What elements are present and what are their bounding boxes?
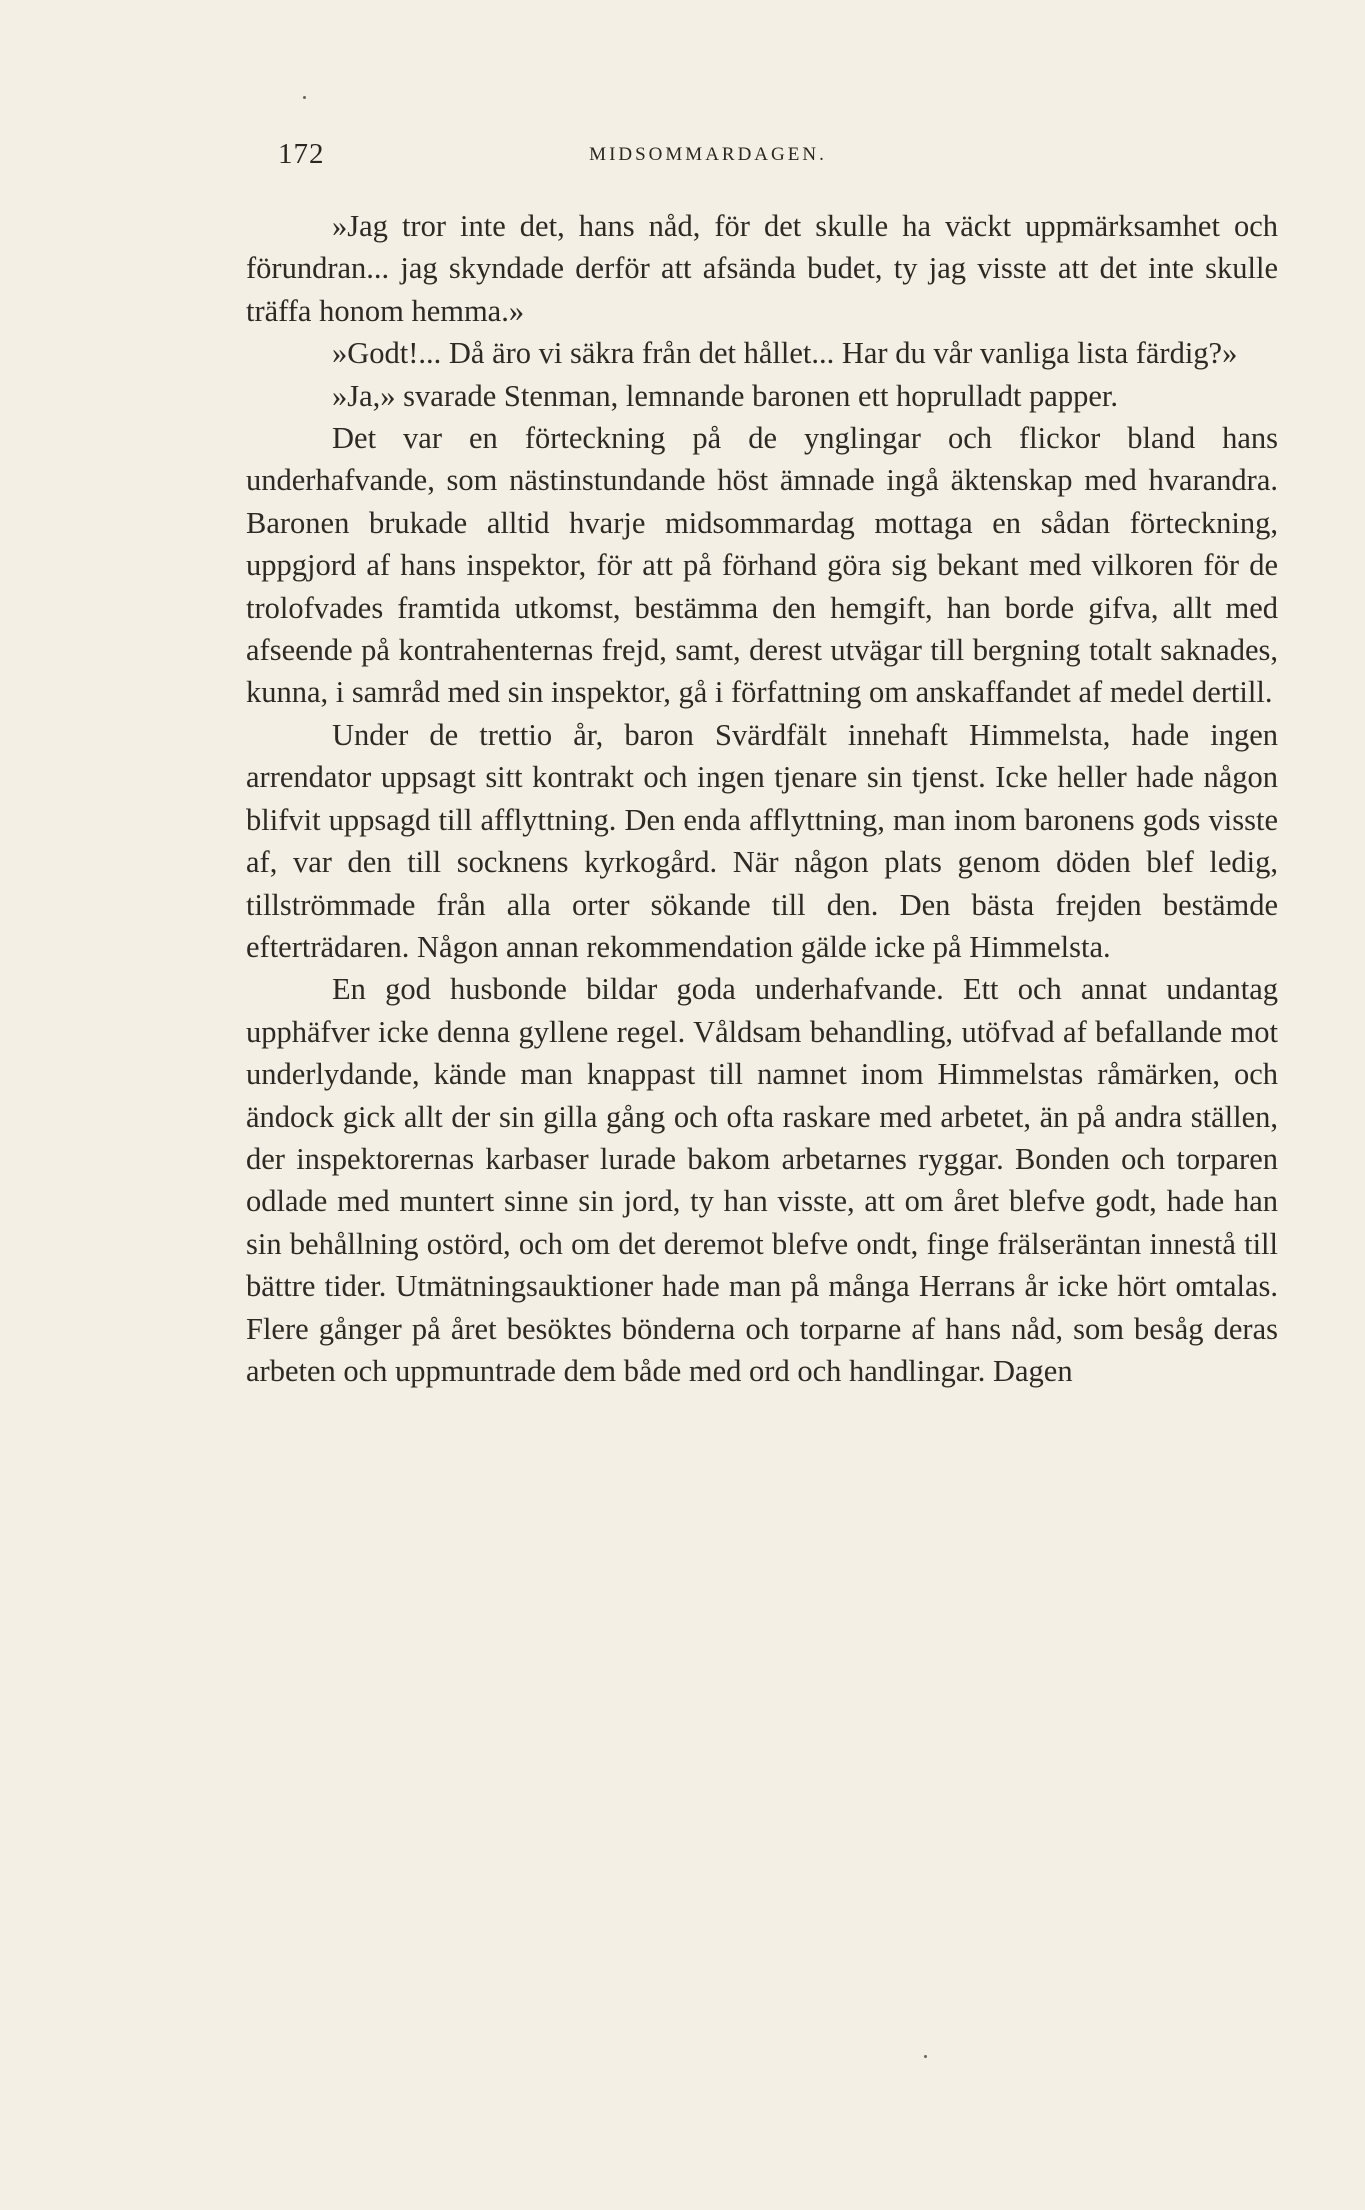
- page-header: [278, 138, 1168, 188]
- paper-speck: [924, 2055, 927, 2058]
- paragraph-4: Det var en förteckning på de ynglingar och flickor bland hans underhafvande, som nästinstundande höst ämnade ingå äktenskap med hvarandra. Baronen brukade alltid hvarje midsommardag mottaga en sådan förteckning, uppgjord af hans inspektor, för att på förhand göra sig bekant med vilkoren för de trolofvades framtida utkomst, bestämma den hemgift, han borde gifva, allt med afseende på kontrahenternas frejd, samt, derest utvägar till bergning totalt saknades, kunna, i samråd med sin inspektor, gå i författning om anskaffandet af medel dertill.: [246, 421, 1278, 710]
- paragraph-3: »Ja,» svarade Stenman, lemnande baronen ett hoprulladt papper.: [332, 378, 1118, 413]
- paper-speck: [303, 96, 306, 99]
- body-text: [246, 205, 1278, 1392]
- paragraph-5: Under de trettio år, baron Svärdfält innehaft Himmelsta, hade ingen arrendator uppsagt sitt kontrakt och ingen tjenare sin tjenst. Icke heller hade någon blifvit uppsagd till afflyttning. Den enda afflyttning, man inom baronens gods visste af, var den till socknens kyrkogård. När någon plats genom döden blef ledig, tillströmmade från alla orter sökande till den. Den bästa frejden bestämde efterträdaren. Någon annan rekommendation gälde icke på Himmelsta.: [246, 717, 1278, 964]
- paragraph-2: »Godt!... Då äro vi säkra från det hållet... Har du vår vanliga lista färdig?»: [332, 336, 1238, 371]
- paragraph-1: »Jag tror inte det, hans nåd, för det skulle ha väckt uppmärksamhet och förundran... jag skyndade derför att afsända budet, ty jag visste att det inte skulle träffa honom hemma.»: [246, 209, 1278, 328]
- page-number: 172: [278, 138, 325, 170]
- paragraph-6: En god husbonde bildar goda underhafvande. Ett och annat undantag upphäfver icke denna gyllene regel. Våldsam behandling, utöfvad af befallande mot underlydande, kände man knappast till namnet inom Himmelstas råmärken, och ändock gick allt der sin gilla gång och ofta raskare med arbetet, än på andra ställen, der inspektorernas karbaser lurade bakom arbetarnes ryggar. Bonden och torparen odlade med muntert sinne sin jord, ty han visste, att om året blefve godt, hade han sin behållning ostörd, och om det deremot blefve ondt, finge frälseräntan innestå till bättre tider. Utmätningsauktioner hade man på många Herrans år icke hört omtalas. Flere gånger på året besöktes bönderna och torparne af hans nåd, som besåg deras arbeten och uppmuntrade dem både med ord och handlingar. Dagen: [246, 972, 1278, 1388]
- running-head: MIDSOMMARDAGEN.: [589, 144, 827, 165]
